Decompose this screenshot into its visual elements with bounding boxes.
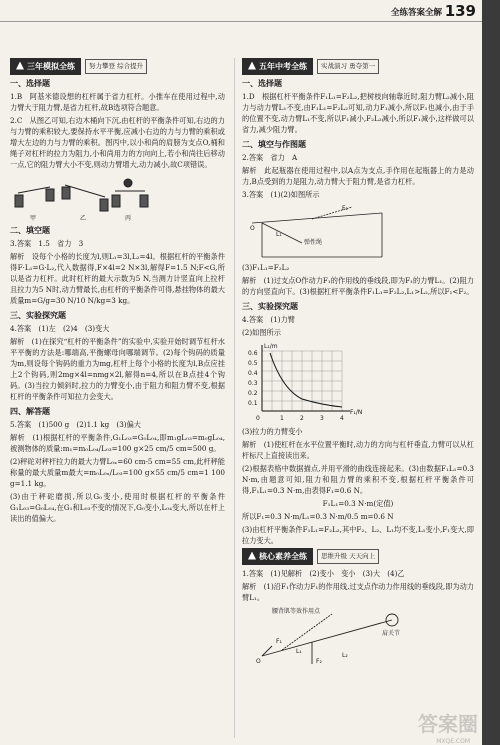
answer-3-part3: (3)F₁L₁=F₂L₂	[242, 263, 290, 272]
graph-ytick: 0.2	[248, 390, 258, 397]
fig-label-l1: L₁	[276, 231, 282, 238]
figure-lever	[242, 203, 474, 259]
figure-buckets	[10, 173, 225, 221]
section-header-five-year	[242, 58, 474, 74]
fig-label-c: 丙	[125, 215, 132, 222]
fig-label-b: 乙	[80, 215, 87, 222]
fig-label-joint: 肩关节	[382, 630, 401, 637]
heading-experiment: 三、实验探究题	[10, 311, 66, 320]
left-column	[10, 58, 225, 526]
answer-4-explanation-1: 解析 (1)使杠杆在水平位置平衡时,动力的方向与杠杆垂直,力臂可以从杠杆标尺上直接读出来。	[242, 440, 474, 460]
answer-2-key: 2.答案 省力 A	[242, 153, 298, 162]
fig-label-spring: 弹性绳	[304, 239, 323, 246]
triangle-icon	[16, 62, 24, 70]
triangle-icon	[248, 552, 256, 560]
section-header-three-year	[10, 58, 225, 74]
answer-5-part2: (2)秤砣对秤杆拉力的最大力臂L₀ₓ=60 cm-5 cm=55 cm,此杆秤能称量的最大质量m最大=m₀L₀ₓ/L₀₃=100 g×55 cm/5 cm=1 100 g=1.1 kg。	[10, 457, 225, 488]
figure-graph	[242, 341, 474, 423]
graph-xtick: 2	[300, 415, 304, 422]
answer-2: 2.C 从图乙可知,右边木桶向下沉,由杠杆的平衡条件可知,右边的力与力臂的乘积较大,要保持水平平衡,应减小右边的力与力臂的乘积或增大左边的力与力臂的乘积。图丙中,以小和尚的肩膀为支点O,桶和绳子对杠杆的拉力为阻力,小和尚用力的方向向上,若小和尚往后移动一点,它的阻力臂大小不变,则动力臂增大,动力减小,故C项错误。	[10, 116, 225, 169]
fig-label-l2: L₂	[342, 652, 348, 659]
answer-4-explanation: 解析 (1)在探究“杠杆的平衡条件”的实验中,实验开始时调节杠杆水平平衡的方法是:哪端高,平衡螺母向哪端调节。(2)每个钩码的质量为m,则设每个钩码的重力为mg,杠杆上每个小格的长度为l,B点应挂上2个钩码,则2mg×4l=nmg×2l,解得n=4,所以在B点挂4个钩码。(3)当拉力倾斜时,拉力的力臂变小,由于阻力和阻力臂不变,根据杠杆的平衡条件可知拉力会变大。	[10, 337, 225, 401]
graph-ytick: 0.6	[248, 350, 258, 357]
answer-3-explanation: 解析 (1)过支点O作动力F₁的作用线的垂线段,即为F₁的力臂L₁。(2)阻力的方向竖直向下。(3)根据杠杆平衡条件F₁L₁=F₂L₂,L₁>L₂,所以F₁<F₂。	[242, 276, 474, 296]
fig-label-f1: F₁	[276, 638, 282, 645]
answer-core-key: 1.答案 (1)见解析 (2)变小 变小 (3)大 (4)乙	[242, 569, 405, 578]
section-header-core	[242, 548, 474, 564]
answer-4-key: 4.答案 (1)力臂	[242, 315, 295, 324]
answer-1: 1.B 阿基米德设想的杠杆属于省力杠杆。小推车在使用过程中,动力臂大于阻力臂,是省力杠杆,故B选项符合题意。	[10, 92, 225, 112]
graph-ytick: 0.5	[248, 360, 258, 367]
right-column	[242, 58, 474, 669]
answer-4-part3: (3)拉力的力臂变小	[242, 427, 303, 436]
section-badge: 五年中考全练	[242, 58, 313, 75]
answer-3-key: 3.答案 1.5 省力 3	[10, 239, 84, 248]
fig-label-f2: F₂	[316, 658, 322, 665]
column-divider	[234, 58, 235, 738]
answer-4-part2: (2)如图所示	[242, 328, 281, 337]
figure-posture	[242, 606, 474, 666]
answer-3-explanation: 解析 设每个小格的长度为l,则L₁=3l,L₂=4l。根据杠杆的平衡条件得F·L₁=G·L₂,代入数据得,F×4l=2 N×3l,解得F=1.5 N;F<G,所以是省力杠杆。此时杠杆的最大示数为5 N,当测力计竖直向上拉杆且拉力为5 N时,动力臂最长,由杠杆的平衡条件可得,悬挂物体的最大质量m=G/g=30 N/10 N/kg=3 kg。	[10, 252, 225, 305]
answer-2-explanation: 解析 此起瓶器在使用过程中,以A点为支点,手作用在起瓶器上的力是动力,B点受到的力是阻力,动力臂大于阻力臂,是省力杠杆。	[242, 166, 474, 186]
graph-xtick: 3	[320, 415, 324, 422]
heading-choice: 一、选择题	[242, 79, 282, 88]
graph-ytick: 0.4	[248, 370, 258, 377]
answer-1: 1.D 根据杠杆平衡条件F₁L₁=F₂L₂,把树枝向轴靠近时,阻力臂L₂减小,阻力与动力臂L₁不变,由F₁L₁=F₂L₂可知,动力F₁减小,所以F₁也减小,由于手的位置不变,动力臂L₁不变,所以F₁减小,F₂L₂减小,所以F₁减小,这样做可以省力,减少阻力臂。	[242, 92, 474, 134]
answer-core-explanation: 解析 (1)沿F₁作动力F₁的作用线,过支点作动力作用线的垂线段,即为动力臂L₁。	[242, 582, 474, 602]
fig-label-o: O	[256, 658, 261, 665]
heading-fill-draw: 二、填空与作图题	[242, 140, 306, 149]
answer-4-explanation-3: (3)由杠杆平衡条件F₁L₁=F₂L₂,其中F₂、L₂、L₁均不变,L₁变小,F₁变大,即拉力变大。	[242, 525, 474, 545]
graph-xtick: 1	[280, 415, 284, 422]
heading-fill: 二、填空题	[10, 226, 50, 235]
answer-3-key: 3.答案 (1)(2)如图所示	[242, 190, 320, 199]
fig-label-f1: F₁	[342, 205, 348, 212]
triangle-icon	[248, 62, 256, 70]
formula-1: F₁L₁=0.3 N·m(定值)	[322, 499, 394, 508]
watermark-logo: 答案圈	[418, 712, 478, 736]
heading-experiment: 三、实验探究题	[242, 302, 298, 311]
section-subtitle: 实战演习 勇夺第一	[317, 59, 379, 74]
graph-ytick: 0.1	[248, 400, 258, 407]
answer-5-part1: 解析 (1)根据杠杆的平衡条件,G₁L₀₃=G₀L₀₄,即m₁gL₀₃=m₀gL₀₄,被测物体的质量:m₁=m₀L₀₄/L₀₃=100 g×25 cm/5 cm=500 g。	[10, 433, 225, 453]
fig-label-a: 甲	[30, 215, 37, 222]
section-badge: 三年模拟全练	[10, 58, 81, 75]
section-subtitle: 思维升级 天天向上	[317, 549, 379, 564]
graph-ylabel: L₁/m	[264, 343, 278, 350]
fig-label-o: O	[250, 225, 255, 232]
answer-4-explanation-2: (2)根据表格中数据描点,并用平滑的曲线连接起来。(3)由数据F₁L₁=0.3 N·m,由题意可知,阻力和阻力臂的乘积不变,根据杠杆平衡条件可得,F₁L₁=0.3 N·m,由表得F₁=0.6 N。	[242, 464, 474, 495]
section-badge: 核心素养全练	[242, 548, 313, 565]
page-number: 139	[444, 2, 476, 20]
graph-origin: 0	[256, 415, 260, 422]
graph-ytick: 0.3	[248, 380, 258, 387]
fig-label-l1: L₁	[296, 648, 302, 655]
heading-choice: 一、选择题	[10, 79, 50, 88]
answer-5-part3: (3)由于秤砣磨损,所以G₀变小,使用时根据杠杆的平衡条件G₁L₀₃=G₀L₀₄,在G₁和L₀₃不变的情况下,G₀变小,L₀₄变大,所以在杆上读出的值偏大。	[10, 492, 225, 523]
header-title: 全练答案全解	[390, 8, 442, 18]
page-edge-tab	[482, 0, 500, 745]
graph-xtick: 4	[340, 415, 344, 422]
section-subtitle: 努力攀登 综合提升	[85, 59, 147, 74]
watermark-url: MXQE.COM	[436, 738, 470, 745]
heading-calc: 四、解答题	[10, 407, 50, 416]
answer-5-key: 5.答案 (1)500 g (2)1.1 kg (3)偏大	[10, 420, 141, 429]
graph-xlabel: F₁/N	[350, 409, 363, 416]
answer-4-key: 4.答案 (1)左 (2)4 (3)变大	[10, 324, 110, 333]
formula-2: 所以F₁=0.3 N·m/L₁=0.3 N·m/0.5 m=0.6 N	[242, 512, 394, 521]
fig-label-title: 腰背肌等效作用点	[272, 608, 321, 615]
